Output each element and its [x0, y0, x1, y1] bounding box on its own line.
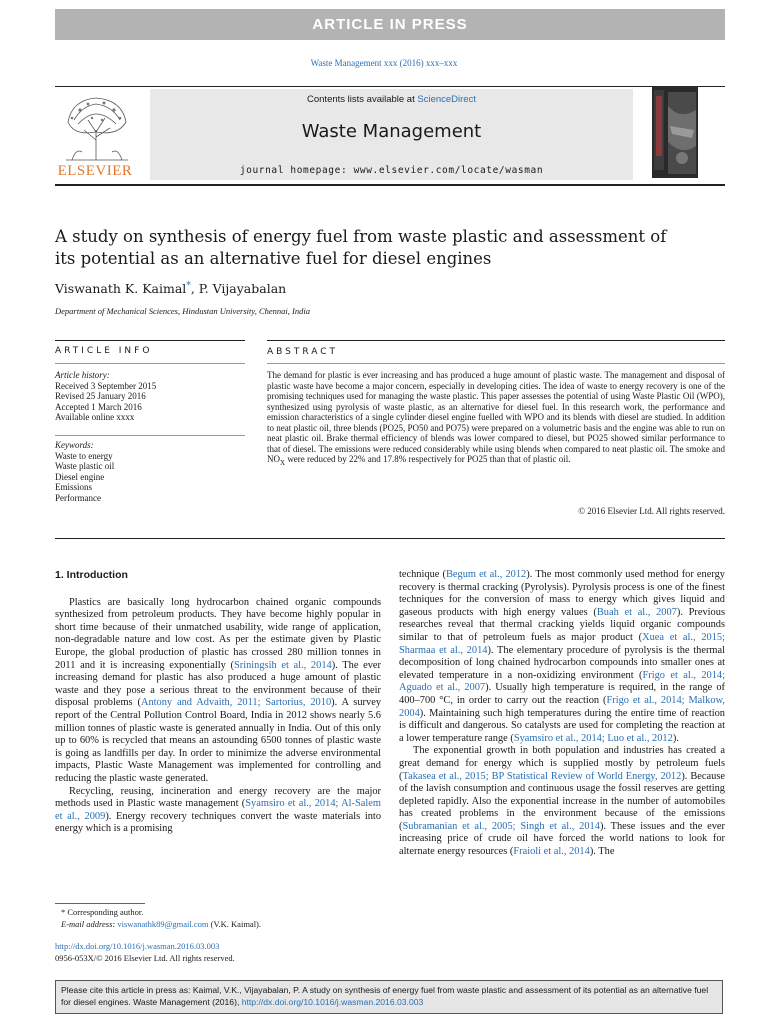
abstract-heading: ABSTRACT [267, 347, 339, 357]
history-received: Received 3 September 2015 [55, 380, 157, 391]
citation-link[interactable]: Begum et al., 2012 [445, 569, 527, 580]
issn-copyright: 0956-053X/© 2016 Elsevier Ltd. All rights reserved. [55, 952, 235, 963]
text-run: The exponential growth in both population and industries has created a great demand for energy which is supplied mostly by petroleum fuels ( [399, 745, 725, 782]
journal-cover-thumbnail [652, 86, 698, 178]
journal-title: Waste Management [301, 121, 482, 142]
intro-paragraph-2 [55, 786, 381, 836]
cover-art-icon [652, 86, 698, 178]
keyword-item: Emissions [55, 482, 93, 493]
intro-paragraph-4 [399, 745, 725, 858]
abstract-top-rule [267, 340, 725, 341]
front-matter-bottom-rule [55, 538, 725, 539]
email-owner: (V.K. Kaimal). [210, 918, 262, 929]
body-column-right [399, 569, 725, 859]
nox-subscript: X [280, 459, 286, 468]
citation-link[interactable]: Buah et al., 2007 [596, 606, 677, 618]
author-separator: , [190, 281, 199, 297]
text-run: ). Energy recovery techniques convert the waste materials into energy which is a promising [55, 810, 382, 835]
email-label: E-mail address: [61, 918, 116, 929]
journal-citation-line[interactable]: Waste Management xxx (2016) xxx–xxx [310, 58, 458, 68]
text-run: ). Previous researches reveal that thermal cracking yields liquid organic compounds similar to that of petroleum fuels as major product ( [399, 606, 725, 643]
keywords-label: Keywords: [55, 440, 94, 450]
author-2: P. Vijayabalan [198, 281, 287, 297]
header-bottom-rule [55, 184, 725, 186]
abstract-sub-rule [267, 363, 725, 364]
citation-link[interactable]: Syamsiro et al., 2014; Luo et al., 2012 [513, 732, 673, 744]
article-title: A study on synthesis of energy fuel from waste plastic and assessment of its potential as an alternative fuel for diesel engines [55, 227, 667, 268]
article-history [55, 370, 156, 423]
article-in-press-banner: ARTICLE IN PRESS [55, 9, 725, 40]
abstract-text-part: were reduced by 22% and 17.8% respectively for PO25 than that of plastic oil. [285, 454, 571, 465]
doi-block [55, 941, 235, 964]
history-revised: Revised 25 January 2016 [55, 391, 146, 402]
citation-link[interactable]: Fraioli et al., 2014 [513, 846, 590, 858]
text-run: Plastics are basically long hydrocarbon chained organic compounds synthesized from petroleum products. They have become highly popular in short time because of their unmatched usability, wide range of application, non-degradable nature and low cost. As per the estimate given by Plastic Europe, the global production of plastic has crossed 280 million tonnes in 2011 and it is increasing exponentially ( [55, 596, 381, 671]
citation-link[interactable]: Syamsiro et al., 2014; Al-Salem et al., 2009 [55, 798, 381, 822]
keywords-rule [55, 435, 245, 436]
article-info-top-rule [55, 340, 245, 341]
abstract-body [267, 370, 725, 469]
text-run: ). Because of the lavish consumption and continuous usage the fossil reserves are getting depleted rapidly. Also the exponential increase in the number of automobiles has created problems in the environment because of the emissions ( [399, 770, 725, 832]
keyword-item: Waste plastic oil [55, 461, 115, 472]
keywords-list [55, 440, 114, 504]
email-link[interactable]: viswanathk89@gmail.com [117, 918, 209, 929]
text-run: ). These issues and the ever increasing price of crude oil have forced the world nations to look for alternate energy resources ( [399, 820, 725, 858]
citation-link[interactable]: Antony and Advaith, 2011; Sartorius, 2010 [140, 697, 332, 709]
citation-link[interactable]: Frigo et al., 2014; Aguado et al., 2007 [399, 669, 726, 694]
corresponding-author-note: * Corresponding author. [61, 907, 144, 917]
text-run: ). Maintaining such high temperatures during the entire time of reaction is difficult and dangerous. So catalysts are used for completing the reaction at a lower temperature range ( [399, 707, 725, 744]
text-run: ). A survey report of the Central Pollution Control Board, India in 2012 shows nearly 5.6 million tonnes of plastic waste is generated annually in India. Out of this only up to 60% is recycled that means an astounding 6500 tonnes of plastic waste is going as landfills per day. In order to minimize the adverse environmental impacts, Plastic Waste Management was implemented for controlling and reducing the plastic waste generated. [55, 697, 382, 784]
body-column-left [55, 566, 381, 836]
text-run: ). The elementary procedure of pyrolysis is the thermal decomposition of long chained hydrocarbon compounds into smaller ones at elevated temperature in a non-oxidizing environment ( [399, 644, 725, 681]
journal-homepage[interactable]: journal homepage: www.elsevier.com/locate/wasman [239, 165, 544, 176]
please-cite-doi-link[interactable]: http://dx.doi.org/10.1016/j.wasman.2016.03.003 [241, 997, 424, 1007]
sciencedirect-link[interactable]: ScienceDirect [417, 94, 476, 105]
citation-link[interactable]: Takasea et al., 2015; BP Statistical Review of World Energy, 2012 [402, 770, 682, 782]
section-heading-introduction: 1. Introduction [55, 569, 128, 581]
contents-available-line [150, 94, 633, 105]
article-info-heading: ARTICLE INFO [55, 346, 153, 356]
keyword-item: Performance [55, 492, 101, 503]
abstract-copyright: © 2016 Elsevier Ltd. All rights reserved. [578, 506, 725, 516]
history-label: Article history: [55, 370, 110, 380]
history-accepted: Accepted 1 March 2016 [55, 401, 142, 412]
article-info-sub-rule [55, 363, 245, 364]
text-run: ). [672, 732, 679, 744]
history-available: Available online xxxx [55, 412, 135, 423]
header-top-rule [55, 86, 725, 87]
elsevier-tree-logo-icon [58, 92, 134, 162]
keyword-item: Waste to energy [55, 450, 113, 461]
please-cite-box [55, 980, 723, 1014]
keyword-item: Diesel engine [55, 471, 105, 482]
author-1: Viswanath K. Kaimal [55, 281, 187, 297]
citation-link[interactable]: Xuea et al., 2015; Sharmaa et al., 2014 [399, 631, 725, 656]
elsevier-wordmark: ELSEVIER [57, 163, 133, 179]
abstract-text-part: The demand for plastic is ever increasing and has produced a huge amount of plastic waste. The management and disposal of plastic waste have become a major concern, especially in developing cities. The idea of waste to energy recovery is one of the promising techniques used for managing the waste plastic. This paper assesses the potential of using Waste Plastic Oil (WPO), synthesized using pyrolysis of waste plastic, as an alternative for diesel fuel. In this research work, the performance and emission characteristics of a single cylinder diesel engine fuelled with WPO and its blends with diesel are studied. In addition to neat plastic oil, three blends (PO25, PO50 and PO75) were prepared on a volumetric basis and the engine was able to run on neat plastic oil. Brake thermal efficiency of blends was lower compared to diesel, but PO25 showed similar performance to that of diesel. The emissions were reduced considerably while using blends when compared to neat plastic oil. The smoke and NO [267, 370, 725, 465]
contents-prefix: Contents lists available at [307, 94, 415, 105]
please-cite-text: Please cite this article in press as: Kaimal, V.K., Vijayabalan, P. A study on synthesis of energy fuel from waste plastic and assessment of its potential as an alternative fuel for diesel engines. Waste Management (2016), [61, 985, 709, 1007]
text-run: ). The most commonly used method for energy recovery is thermal cracking (Pyrolysis). Pyrolysis process is one of the finest techniques for the conversion of mass to energy which gives liquid and gaseous products with high energy values ( [399, 569, 725, 618]
email-note [55, 919, 261, 931]
citation-link[interactable]: Sriningsih et al., 2014 [233, 659, 332, 671]
text-run: ). The ever increasing demand for plastic has also produced a huge amount of plastic waste and they pose a serious threat to the environment because of their disposal problems ( [55, 659, 381, 709]
footnote [55, 907, 261, 930]
author-list [55, 281, 286, 296]
author-affiliation: Department of Mechanical Sciences, Hindustan University, Chennai, India [55, 306, 310, 316]
intro-paragraph-1 [55, 597, 381, 786]
text-run: Recycling, reusing, incineration and energy recovery are the major methods used in Plastic waste management ( [55, 785, 381, 810]
citation-link[interactable]: Subramanian et al., 2005; Singh et al., 2014 [402, 820, 600, 832]
intro-paragraph-3 [399, 569, 725, 745]
footnote-rule [55, 903, 145, 904]
text-run: ). The [589, 846, 615, 858]
corresponding-author-mark[interactable]: * [186, 281, 191, 291]
journal-header-box [150, 89, 633, 180]
citation-link[interactable]: Frigo et al., 2014; Malkow, 2004 [399, 694, 725, 719]
text-run: ). Usually high temperature is required, in the range of 400–700 °C, in order to carry out the reaction ( [399, 682, 725, 706]
text-run: technique ( [399, 569, 446, 580]
doi-link[interactable]: http://dx.doi.org/10.1016/j.wasman.2016.03.003 [55, 941, 220, 951]
